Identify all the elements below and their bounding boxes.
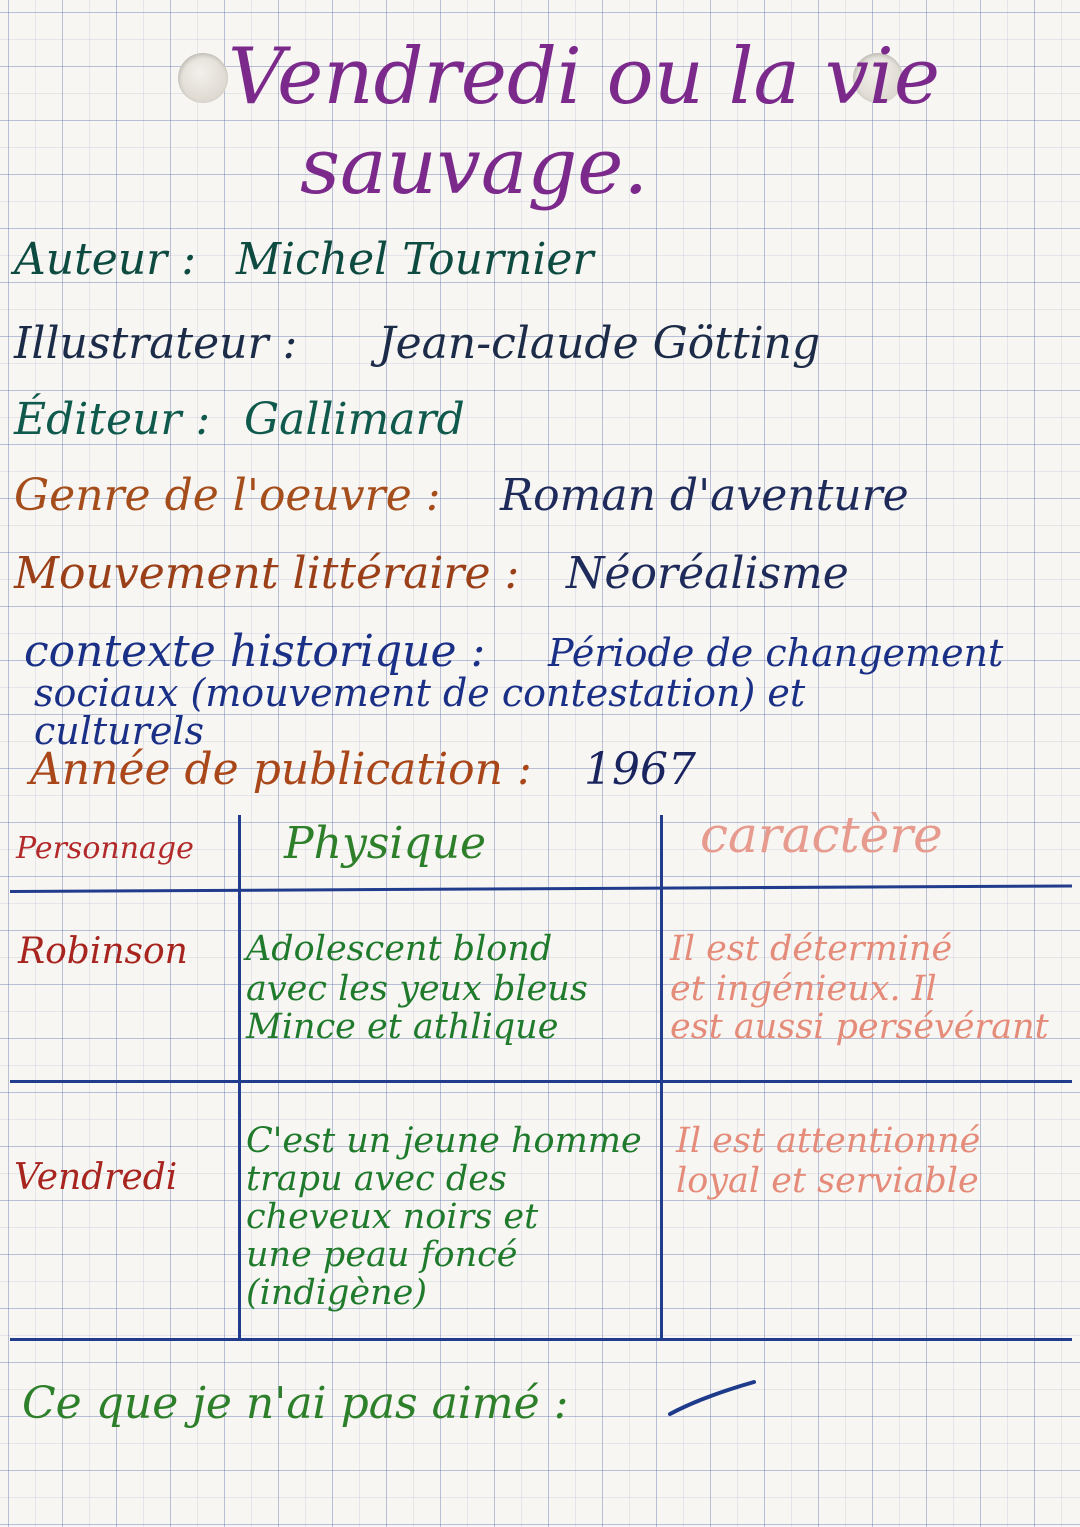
row-vendredi-personnage: Vendredi	[14, 1157, 178, 1198]
table-col-divider-1	[238, 815, 241, 1339]
row-vendredi-caractere-1: Il est attentionné	[676, 1121, 981, 1161]
annee-label: Année de publication :	[30, 744, 532, 795]
header-caractere: caractère	[700, 806, 943, 864]
dash-mark-icon	[666, 1372, 766, 1422]
illustrateur-label: Illustrateur :	[14, 318, 298, 369]
row-vendredi-physique-2: trapu avec des	[246, 1159, 507, 1199]
row-vendredi-physique-3: cheveux noirs et	[246, 1197, 539, 1237]
table-bottom-rule	[10, 1338, 1072, 1341]
row-robinson-physique-3: Mince et athlique	[246, 1007, 559, 1047]
punch-hole-left	[178, 53, 228, 103]
page-title-line-2: sauvage.	[300, 122, 649, 212]
annee-value: 1967	[584, 744, 696, 795]
mouvement-value: Néoréalisme	[566, 548, 849, 599]
auteur-value: Michel Tournier	[236, 234, 594, 285]
table-col-divider-2	[660, 815, 663, 1339]
contexte-value-line-1: Période de changement	[548, 631, 1004, 675]
header-personnage: Personnage	[16, 831, 194, 866]
editeur-label: Éditeur :	[14, 394, 211, 445]
row-robinson-physique-2: avec les yeux bleus	[246, 969, 588, 1009]
mouvement-label: Mouvement littéraire :	[14, 548, 520, 599]
genre-value: Roman d'aventure	[500, 470, 909, 521]
table-row-rule	[10, 1080, 1072, 1083]
genre-label: Genre de l'oeuvre :	[14, 470, 441, 521]
row-vendredi-caractere-2: loyal et serviable	[676, 1161, 979, 1201]
page-title-line-1: Vendredi ou la vie	[228, 32, 941, 122]
row-vendredi-physique-5: (indigène)	[246, 1273, 428, 1313]
table-header-rule	[10, 884, 1072, 893]
illustrateur-value: Jean-claude Götting	[378, 318, 821, 369]
auteur-label: Auteur :	[14, 234, 197, 285]
editeur-value: Gallimard	[244, 394, 465, 445]
row-robinson-physique-1: Adolescent blond	[246, 929, 553, 969]
header-physique: Physique	[284, 818, 486, 869]
footer-label: Ce que je n'ai pas aimé :	[22, 1378, 569, 1429]
row-vendredi-physique-1: C'est un jeune homme	[246, 1121, 642, 1161]
row-robinson-personnage: Robinson	[18, 931, 188, 972]
row-vendredi-physique-4: une peau foncé	[246, 1235, 518, 1275]
contexte-value-line-3: culturels	[34, 709, 204, 753]
row-robinson-caractere-3: est aussi persévérant	[670, 1007, 1049, 1047]
contexte-label: contexte historique :	[24, 626, 486, 677]
contexte-value-line-2: sociaux (mouvement de contestation) et	[34, 671, 806, 715]
row-robinson-caractere-1: Il est déterminé	[670, 929, 953, 969]
row-robinson-caractere-2: et ingénieux. Il	[670, 969, 937, 1009]
